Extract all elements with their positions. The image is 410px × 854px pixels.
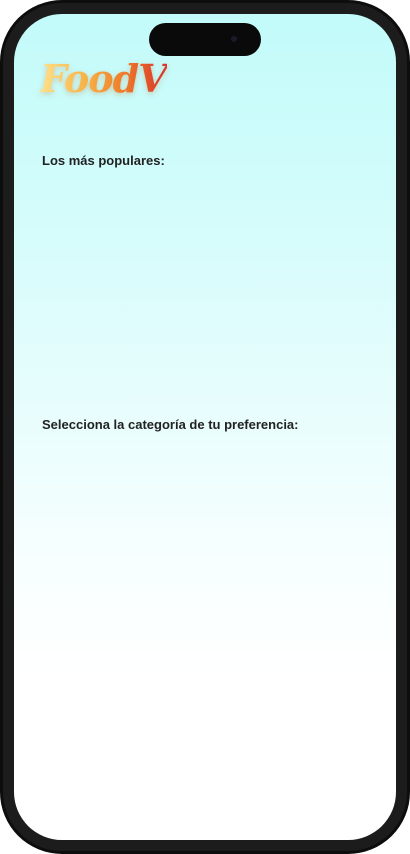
category-section-title: Selecciona la categoría de tu preferencia: <box>42 417 299 432</box>
category-list-area <box>42 446 368 806</box>
popular-section-title: Los más populares: <box>42 153 165 168</box>
popular-items-area <box>42 180 368 400</box>
app-logo: FoodV <box>40 56 167 101</box>
app-screen <box>14 14 396 840</box>
dynamic-island <box>149 23 261 56</box>
camera-icon <box>231 36 237 42</box>
